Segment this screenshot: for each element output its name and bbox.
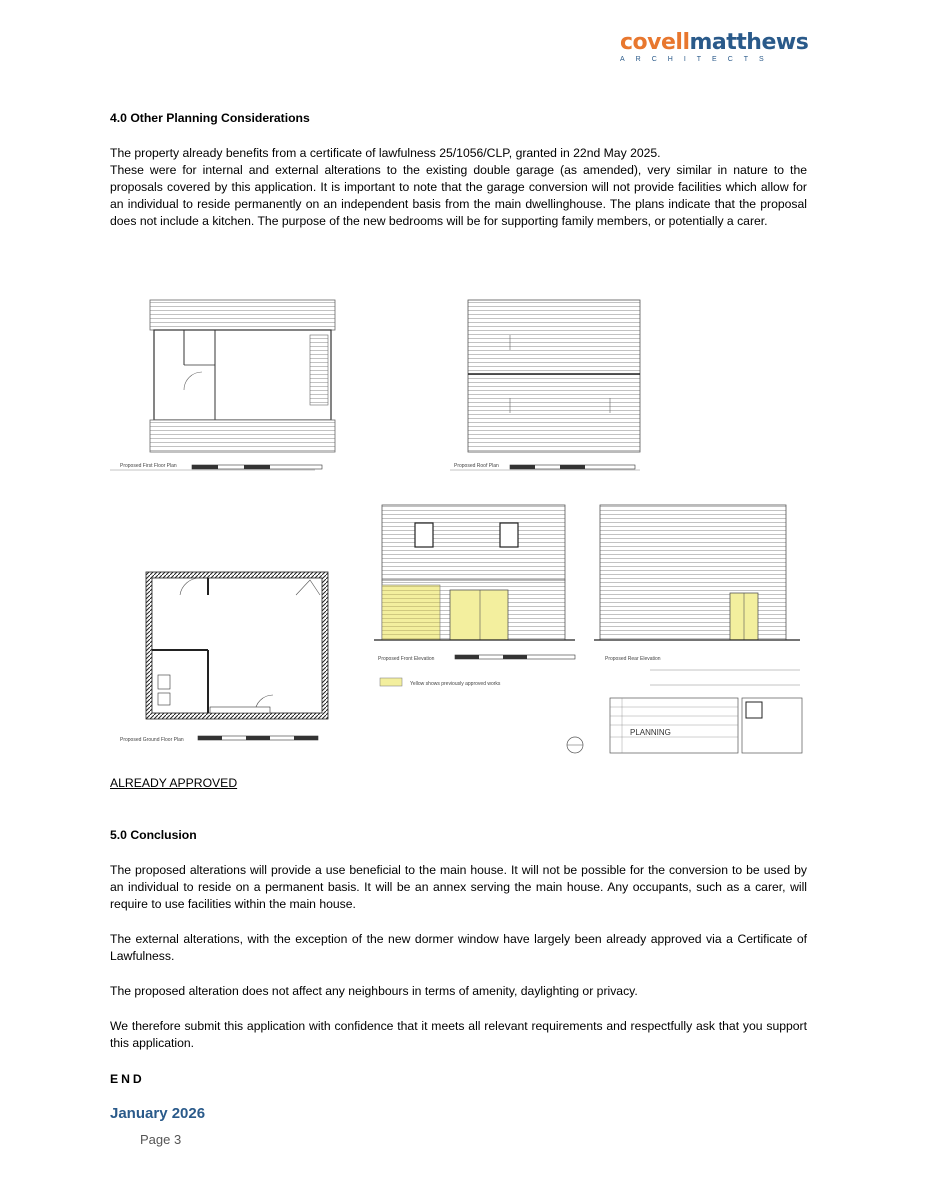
section-5-para-4: We therefore submit this application with confidence that it meets all relevant requirements and respectfully ask that you support this application. <box>110 1019 807 1050</box>
front-elevation-drawing <box>374 505 575 687</box>
end-marker: END <box>110 1072 145 1086</box>
first-floor-plan-drawing <box>110 300 335 470</box>
page-number: Page 3 <box>140 1132 182 1147</box>
logo-wordmark: covellmatthews <box>620 30 809 55</box>
section-5-heading: 5.0 Conclusion <box>110 828 197 842</box>
logo-subtitle: ARCHITECTS <box>620 56 775 63</box>
rear-elevation-drawing <box>594 505 800 662</box>
front-elevation-caption: Proposed Front Elevation <box>378 656 435 662</box>
section-5-para-3: The proposed alteration does not affect any neighbours in terms of amenity, daylighting or privacy. <box>110 984 638 998</box>
rear-elevation-caption: Proposed Rear Elevation <box>605 656 661 662</box>
architectural-drawings <box>110 295 810 760</box>
section-4-para-1: The property already benefits from a certificate of lawfulness 25/1056/CLP, granted in 22nd May 2025. <box>110 146 661 160</box>
ground-floor-caption: Proposed Ground Floor Plan <box>120 737 184 743</box>
section-5-para-1: The proposed alterations will provide a use beneficial to the main house. It will not be possible for the conversion to be used by an individual to reside on a permanent basis. It will be an annex serving the main house. Any occupants, such as a carer, will require to use facilities within the main house. <box>110 863 807 911</box>
footer-date: January 2026 <box>110 1105 206 1122</box>
section-4-heading: 4.0 Other Planning Considerations <box>110 111 310 125</box>
ground-floor-plan-drawing <box>120 572 328 743</box>
approved-key-text: Yellow shows previously approved works <box>410 681 501 687</box>
already-approved-label: ALREADY APPROVED <box>110 776 238 790</box>
section-4-para-2: These were for internal and external alterations to the existing double garage (as amended), very similar in nature to the proposals covered by this application. It is important to note that the garage conversion will not provide facilities which allow for an individual to reside permanently on an independent basis from the main dwellinghouse. The plans indicate that the proposal does not include a kitchen. The purpose of the new bedrooms will be for supporting family members, or potentially a carer. <box>110 163 807 228</box>
section-5-para-2: The external alterations, with the exception of the new dormer window have largely been already approved via a Certificate of Lawfulness. <box>110 932 807 963</box>
planning-stamp: PLANNING <box>630 728 671 737</box>
roof-plan-drawing <box>450 300 640 470</box>
company-logo <box>620 30 809 63</box>
first-floor-caption: Proposed First Floor Plan <box>120 463 177 469</box>
drawing-title-block <box>567 670 802 753</box>
roof-plan-caption: Proposed Roof Plan <box>454 463 499 469</box>
